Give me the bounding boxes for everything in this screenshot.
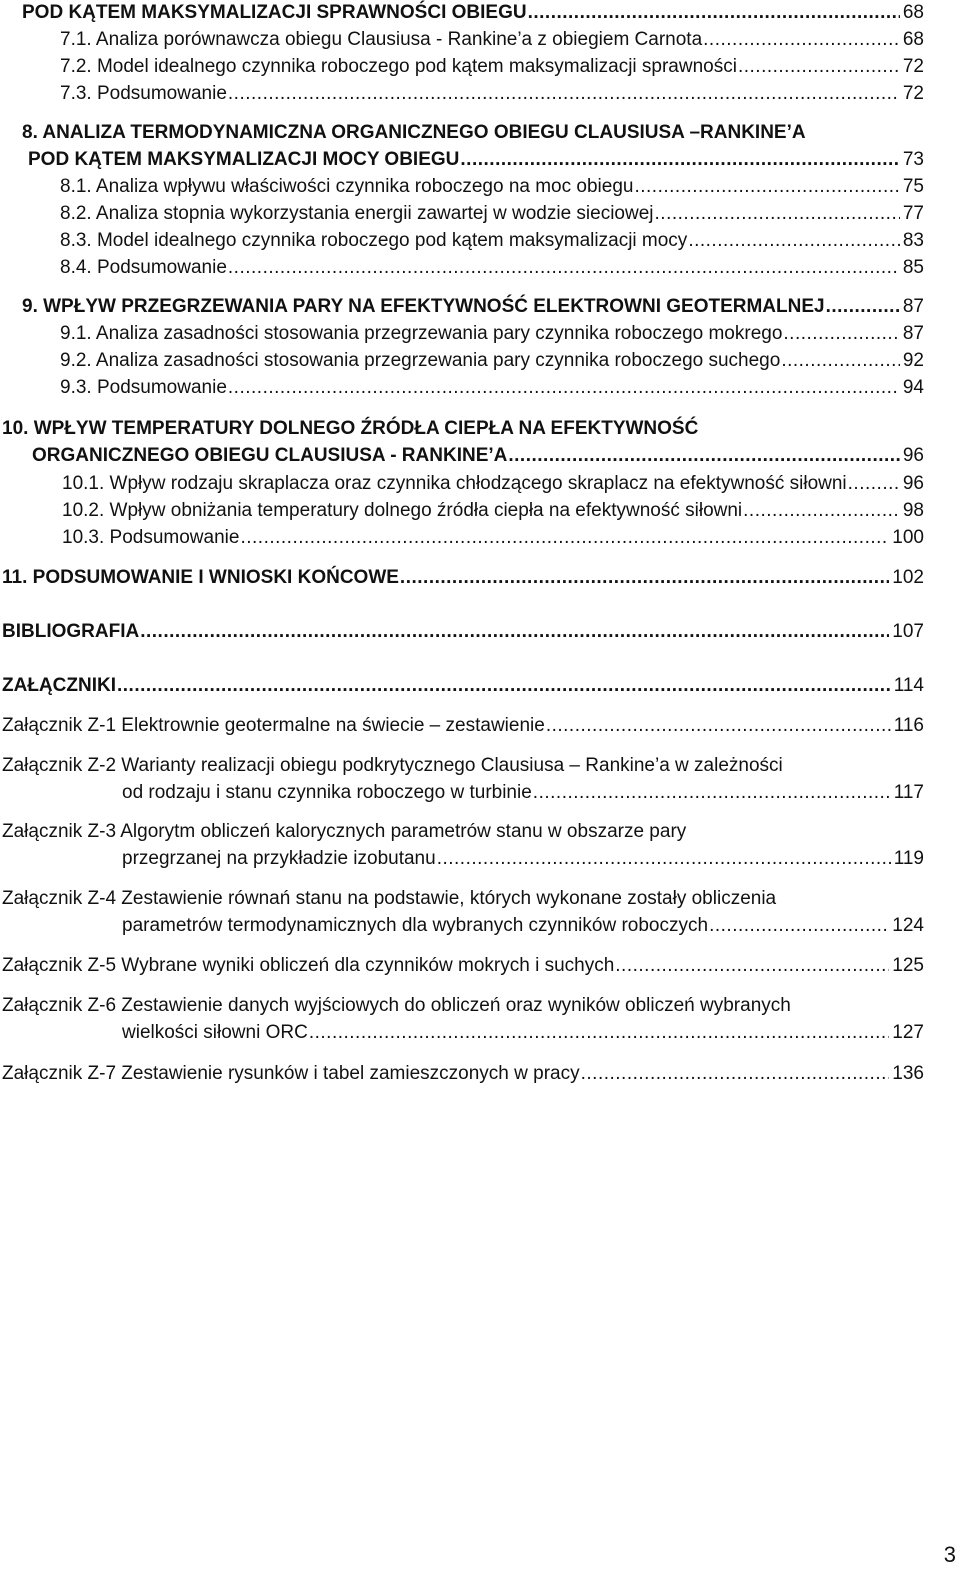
toc-entry-title: 9.3. Podsumowanie [60,377,227,398]
toc-entry-bibliography[interactable] [2,621,924,643]
toc-entry-page: 92 [902,350,924,371]
toc-entry-page: 107 [892,621,924,642]
toc-entry-chapter-7[interactable] [22,2,924,24]
toc-entry-9-1[interactable] [60,323,924,345]
toc-entry-page: 124 [892,915,924,936]
toc-entry-chapter-8-line2[interactable] [28,149,924,171]
toc-entry-page: 96 [902,445,924,466]
toc-entry-page: 72 [902,83,924,104]
toc-entry-title: Załącznik Z-7 Zestawienie rysunków i tabel zamieszczonych w pracy [2,1063,580,1084]
toc-entry-page: 96 [902,473,924,494]
toc-entry-page: 72 [902,56,924,77]
toc-entry-title: 10. WPŁYW TEMPERATURY DOLNEGO ŹRÓDŁA CIEPŁA NA EFEKTYWNOŚĆ [2,418,699,439]
toc-entry-title: ORGANICZNEGO OBIEGU CLAUSIUSA - RANKINE’A [32,445,508,466]
toc-entry-title: Załącznik Z-2 Warianty realizacji obiegu podkrytycznego Clausiusa – Rankine’a w zależności [2,755,783,776]
toc-entry-title: 7.2. Model idealnego czynnika roboczego pod kątem maksymalizacji sprawności [60,56,737,77]
toc-entry-page: 116 [893,715,924,736]
toc-entry-8-4[interactable] [60,257,924,279]
toc-entry-page: 136 [892,1063,924,1084]
toc-entry-title: BIBLIOGRAFIA [2,621,140,642]
toc-entry-page: 102 [892,567,924,588]
toc-entry-page: 75 [902,176,924,197]
toc-entry-page: 68 [902,2,924,23]
toc-entry-page: 68 [902,29,924,50]
toc-entry-title: 9. WPŁYW PRZEGRZEWANIA PARY NA EFEKTYWNOŚĆ ELEKTROWNI GEOTERMALNEJ [22,296,825,317]
toc-entry-title: 8. ANALIZA TERMODYNAMICZNA ORGANICZNEGO OBIEGU CLAUSIUSA –RANKINE’A [22,122,806,143]
toc-entry-title: 10.1. Wpływ rodzaju skraplacza oraz czynnika chłodzącego skraplacz na efektywność siłowni [62,473,847,494]
toc-entry-appendix-z2-line1[interactable] [2,755,924,777]
toc-entry-appendix-z6-line2[interactable] [122,1022,924,1044]
toc-entry-page: 127 [892,1022,924,1043]
toc-entry-title: 10.2. Wpływ obniżania temperatury dolnego źródła ciepła na efektywność siłowni [62,500,743,521]
toc-entry-8-3[interactable] [60,230,924,252]
toc-entry-chapter-10-line2[interactable] [32,445,924,467]
toc-entry-page: 85 [902,257,924,278]
toc-entry-title: Załącznik Z-3 Algorytm obliczeń kalorycznych parametrów stanu w obszarze pary [2,821,687,842]
toc-entry-title: 9.2. Analiza zasadności stosowania przegrzewania pary czynnika roboczego suchego [60,350,781,371]
toc-entry-title: 9.1. Analiza zasadności stosowania przegrzewania pary czynnika roboczego mokrego [60,323,783,344]
toc-entry-8-2[interactable] [60,203,924,225]
toc-entry-title: przegrzanej na przykładzie izobutanu [122,848,436,869]
toc-entry-title: POD KĄTEM MAKSYMALIZACJI MOCY OBIEGU [28,149,460,170]
toc-entry-title: wielkości siłowni ORC [122,1022,308,1043]
toc-entry-appendix-z7[interactable] [2,1063,924,1085]
toc-entry-chapter-9[interactable] [22,296,924,318]
toc-entry-title: 10.3. Podsumowanie [62,527,240,548]
toc-entry-10-1[interactable] [62,473,924,495]
toc-entry-9-2[interactable] [60,350,924,372]
toc-entry-appendix-z1[interactable] [2,715,924,737]
toc-entry-title: Załącznik Z-1 Elektrownie geotermalne na świecie – zestawienie [2,715,545,736]
toc-entry-chapter-8-line1[interactable] [22,122,924,144]
toc-entry-page: 114 [893,675,924,696]
toc-entry-title: 8.1. Analiza wpływu właściwości czynnika roboczego na moc obiegu [60,176,634,197]
toc-entry-title: POD KĄTEM MAKSYMALIZACJI SPRAWNOŚCI OBIEGU [22,2,527,23]
page-number: 3 [943,1542,956,1567]
toc-entry-title: Załącznik Z-5 Wybrane wyniki obliczeń dla czynników mokrych i suchych [2,955,615,976]
toc-entry-title: 8.4. Podsumowanie [60,257,227,278]
toc-entry-appendix-z3-line1[interactable] [2,821,924,843]
toc-entry-title: 11. PODSUMOWANIE I WNIOSKI KOŃCOWE [2,567,399,588]
toc-entry-title: parametrów termodynamicznych dla wybranych czynników roboczych [122,915,709,936]
toc-entry-appendix-z4-line1[interactable] [2,888,924,910]
toc-entry-page: 87 [902,323,924,344]
toc-entry-appendix-z2-line2[interactable] [122,782,924,804]
toc-entry-title: Załącznik Z-4 Zestawienie równań stanu na podstawie, których wykonane zostały obliczenia [2,888,777,909]
toc-entry-page: 125 [892,955,924,976]
toc-entry-page: 100 [892,527,924,548]
toc-entry-appendix-z5[interactable] [2,955,924,977]
toc-entry-appendix-z6-line1[interactable] [2,995,924,1017]
toc-entry-10-2[interactable] [62,500,924,522]
toc-entry-page: 77 [902,203,924,224]
toc-entry-title: 7.1. Analiza porównawcza obiegu Clausiusa - Rankine’a z obiegiem Carnota [60,29,703,50]
toc-entry-page: 94 [902,377,924,398]
toc-entry-8-1[interactable] [60,176,924,198]
toc-entry-chapter-10-line1[interactable] [2,418,924,440]
toc-entry-page: 119 [893,848,924,869]
toc-entry-title: 8.3. Model idealnego czynnika roboczego pod kątem maksymalizacji mocy [60,230,688,251]
toc-entry-appendix-z4-line2[interactable] [122,915,924,937]
toc-entry-title: 8.2. Analiza stopnia wykorzystania energii zawartej w wodzie sieciowej [60,203,654,224]
toc-entry-chapter-11[interactable] [2,567,924,589]
toc-entry-page: 73 [902,149,924,170]
toc-entry-page: 83 [902,230,924,251]
toc-entry-10-3[interactable] [62,527,924,549]
toc-entry-title: 7.3. Podsumowanie [60,83,227,104]
toc-entry-9-3[interactable] [60,377,924,399]
toc-entry-title: od rodzaju i stanu czynnika roboczego w turbinie [122,782,532,803]
toc-entry-7-2[interactable] [60,56,924,78]
toc-entry-title: Załącznik Z-6 Zestawienie danych wyjściowych do obliczeń oraz wyników obliczeń wybranych [2,995,791,1016]
toc-entry-page: 117 [893,782,924,803]
toc-entry-title: ZAŁĄCZNIKI [2,675,116,696]
toc-entry-page: 87 [902,296,924,317]
toc-entry-7-3[interactable] [60,83,924,105]
toc-entry-appendices[interactable] [2,675,924,697]
toc-entry-page: 98 [902,500,924,521]
toc-entry-appendix-z3-line2[interactable] [122,848,924,870]
toc-entry-7-1[interactable] [60,29,924,51]
